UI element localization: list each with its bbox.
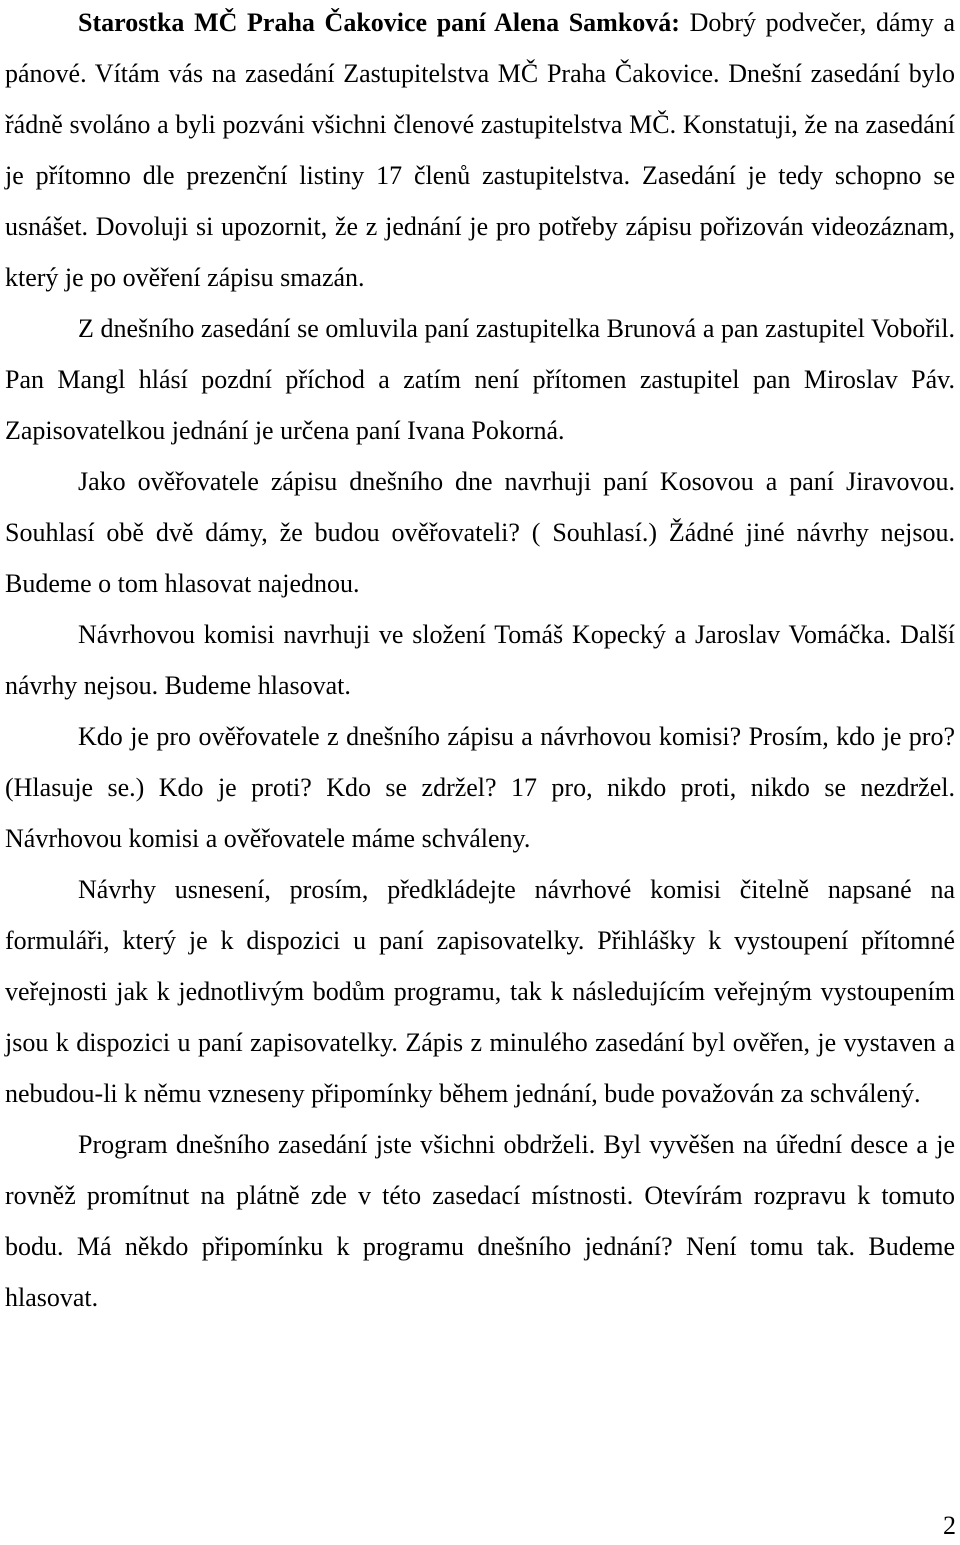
paragraph-text: Návrhy usnesení, prosím, předkládejte návrhové komisi čitelně napsané na formuláři, který je k dispozici u paní zapisovatelky. Přihlášky k vystoupení přítomné veřejnosti jak k jednotlivým bodům programu, tak k následujícím veřejným vystoupením jsou k dispozici u paní zapisovatelky. Zápis z minulého zasedání byl ověřen, je vystaven a nebudou-li k němu vzneseny připomínky během jednání, bude považován za schválený. — [5, 875, 955, 1108]
paragraph — [5, 609, 955, 711]
paragraph — [5, 864, 955, 1119]
paragraph-text: Jako ověřovatele zápisu dnešního dne navrhuji paní Kosovou a paní Jiravovou. Souhlasí obě dvě dámy, že budou ověřovateli? ( Souhlasí.) Žádné jiné návrhy nejsou. Budeme o tom hlasovat najednou. — [5, 467, 955, 598]
paragraph-opening — [5, 0, 955, 303]
paragraph — [5, 711, 955, 864]
document-page — [5, 0, 955, 1323]
paragraph-text: Z dnešního zasedání se omluvila paní zastupitelka Brunová a pan zastupitel Vobořil. Pan Mangl hlásí pozdní příchod a zatím není přítomen zastupitel pan Miroslav Páv. Zapisovatelkou jednání je určena paní Ivana Pokorná. — [5, 314, 955, 445]
paragraph-text: Kdo je pro ověřovatele z dnešního zápisu a návrhovou komisi? Prosím, kdo je pro? (Hlasuje se.) Kdo je proti? Kdo se zdržel? 17 pro, nikdo proti, nikdo se nezdržel. Návrhovou komisi a ověřovatele máme schváleny. — [5, 722, 955, 853]
speaker-name: Starostka MČ Praha Čakovice paní Alena Samková: — [78, 8, 680, 37]
paragraph — [5, 303, 955, 456]
paragraph — [5, 1119, 955, 1323]
paragraph-text: Program dnešního zasedání jste všichni obdrželi. Byl vyvěšen na úřední desce a je rovněž promítnut na plátně zde v této zasedací místnosti. Otevírám rozpravu k tomuto bodu. Má někdo připomínku k programu dnešního jednání? Není tomu tak. Budeme hlasovat. — [5, 1130, 955, 1312]
page-number: 2 — [943, 1511, 956, 1540]
paragraph-text: Dobrý podvečer, dámy a pánové. Vítám vás na zasedání Zastupitelstva MČ Praha Čakovice. Dnešní zasedání bylo řádně svoláno a byli pozváni všichni členové zastupitelstva MČ. Konstatuji, že na zasedání je přítomno dle prezenční listiny 17 členů zastupitelstva. Zasedání je tedy schopno se usnášet. Dovoluji si upozornit, že z jednání je pro potřeby zápisu pořizován videozáznam, který je po ověření zápisu smazán. — [5, 8, 955, 292]
paragraph-text: Návrhovou komisi navrhuji ve složení Tomáš Kopecký a Jaroslav Vomáčka. Další návrhy nejsou. Budeme hlasovat. — [5, 620, 955, 700]
paragraph — [5, 456, 955, 609]
